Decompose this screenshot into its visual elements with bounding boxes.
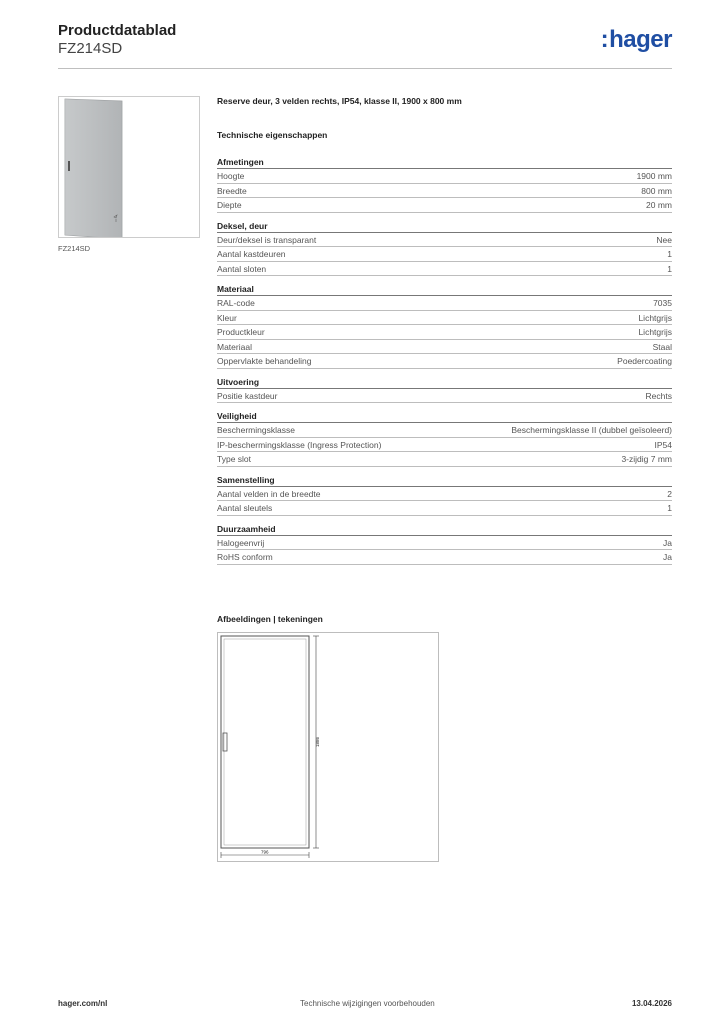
spec-row (217, 354, 672, 369)
spec-value: 20 mm (646, 200, 672, 210)
spec-row (217, 311, 672, 326)
spec-section (217, 220, 672, 277)
section-title: Uitvoering (217, 376, 672, 389)
spec-value: Lichtgrijs (638, 312, 672, 323)
section-title: Samenstelling (217, 474, 672, 487)
spec-label: Type slot (217, 454, 252, 464)
thumbnail-caption: FZ214SD (58, 244, 91, 253)
spec-value: 1900 mm (636, 171, 672, 181)
hager-logo (601, 26, 672, 54)
spec-label: Deur/deksel is transparant (217, 234, 317, 245)
door-thumbnail-icon (59, 97, 199, 237)
spec-label: Materiaal (217, 341, 252, 352)
spec-label: Aantal velden in de breedte (217, 488, 321, 499)
spec-label: Breedte (217, 185, 247, 196)
spec-section (217, 410, 672, 467)
spec-row (217, 389, 672, 404)
footer-disclaimer: Technische wijzigingen voorbehouden (300, 999, 435, 1008)
page-title: Productdatablad (58, 22, 177, 39)
spec-row (217, 452, 672, 467)
header-divider (58, 68, 672, 69)
spec-value: Nee (656, 234, 672, 245)
spec-value: 1 (667, 263, 672, 274)
spec-value: 2 (667, 488, 672, 499)
spec-section (217, 376, 672, 404)
logo-text: hager (609, 26, 672, 53)
section-title: Veiligheid (217, 410, 672, 423)
spec-value: Lichtgrijs (638, 327, 672, 337)
spec-section (217, 474, 672, 516)
spec-value: Poedercoating (617, 356, 672, 366)
spec-row (217, 262, 672, 277)
spec-label: IP-beschermingsklasse (Ingress Protection) (217, 439, 382, 450)
spec-row (217, 296, 672, 311)
product-description: Reserve deur, 3 velden rechts, IP54, klasse II, 1900 x 800 mm (217, 96, 462, 106)
spec-row (217, 487, 672, 502)
spec-section (217, 283, 672, 369)
height-dimension: 1886 (315, 736, 320, 747)
spec-value: Rechts (645, 390, 672, 401)
spec-row (217, 340, 672, 355)
spec-label: Productkleur (217, 327, 265, 337)
spec-label: RoHS conform (217, 552, 273, 562)
spec-value: 1 (667, 503, 672, 513)
spec-row (217, 438, 672, 453)
spec-row (217, 423, 672, 438)
logo-colon: : (600, 26, 609, 53)
spec-value: Beschermingsklasse II (dubbel geïsoleerd) (511, 425, 672, 435)
spec-value: 3-zijdig 7 mm (621, 454, 672, 464)
spec-label: Halogeenvrij (217, 537, 265, 548)
spec-label: Oppervlakte behandeling (217, 356, 312, 366)
spec-sections (217, 156, 672, 565)
spec-value: 7035 (653, 298, 672, 308)
spec-label: Aantal sloten (217, 263, 267, 274)
spec-row (217, 169, 672, 184)
spec-value: Ja (663, 537, 672, 548)
content-column (217, 96, 672, 572)
images-heading: Afbeeldingen | tekeningen (217, 614, 323, 624)
technical-properties-heading: Technische eigenschappen (217, 130, 328, 140)
spec-row (217, 536, 672, 551)
spec-value: 1 (667, 249, 672, 259)
spec-label: Positie kastdeur (217, 390, 278, 401)
section-title: Materiaal (217, 283, 672, 296)
door-drawing (218, 633, 438, 861)
spec-label: Beschermingsklasse (217, 425, 295, 435)
spec-section (217, 523, 672, 565)
spec-label: Kleur (217, 312, 237, 323)
spec-value: IP54 (654, 439, 672, 450)
spec-label: RAL-code (217, 298, 255, 308)
spec-label: Aantal kastdeuren (217, 249, 286, 259)
spec-value: 800 mm (641, 185, 672, 196)
footer-date: 13.04.2026 (631, 999, 672, 1008)
spec-row (217, 198, 672, 213)
product-code: FZ214SD (58, 40, 123, 57)
spec-label: Aantal sleutels (217, 503, 273, 513)
product-thumbnail (58, 96, 200, 238)
spec-row (217, 247, 672, 262)
spec-section (217, 156, 672, 213)
spec-row (217, 184, 672, 199)
spec-row (217, 233, 672, 248)
spec-label: Hoogte (217, 171, 245, 181)
spec-value: Ja (663, 552, 672, 562)
section-title: Duurzaamheid (217, 523, 672, 536)
spec-row (217, 501, 672, 516)
width-dimension: 796 (261, 849, 269, 855)
spec-label: Diepte (217, 200, 242, 210)
footer-website-link[interactable]: hager.com/nl (58, 999, 108, 1008)
technical-drawing (217, 632, 439, 862)
spec-row (217, 325, 672, 340)
section-title: Afmetingen (217, 156, 672, 169)
spec-row (217, 550, 672, 565)
spec-value: Staal (652, 341, 672, 352)
section-title: Deksel, deur (217, 220, 672, 233)
